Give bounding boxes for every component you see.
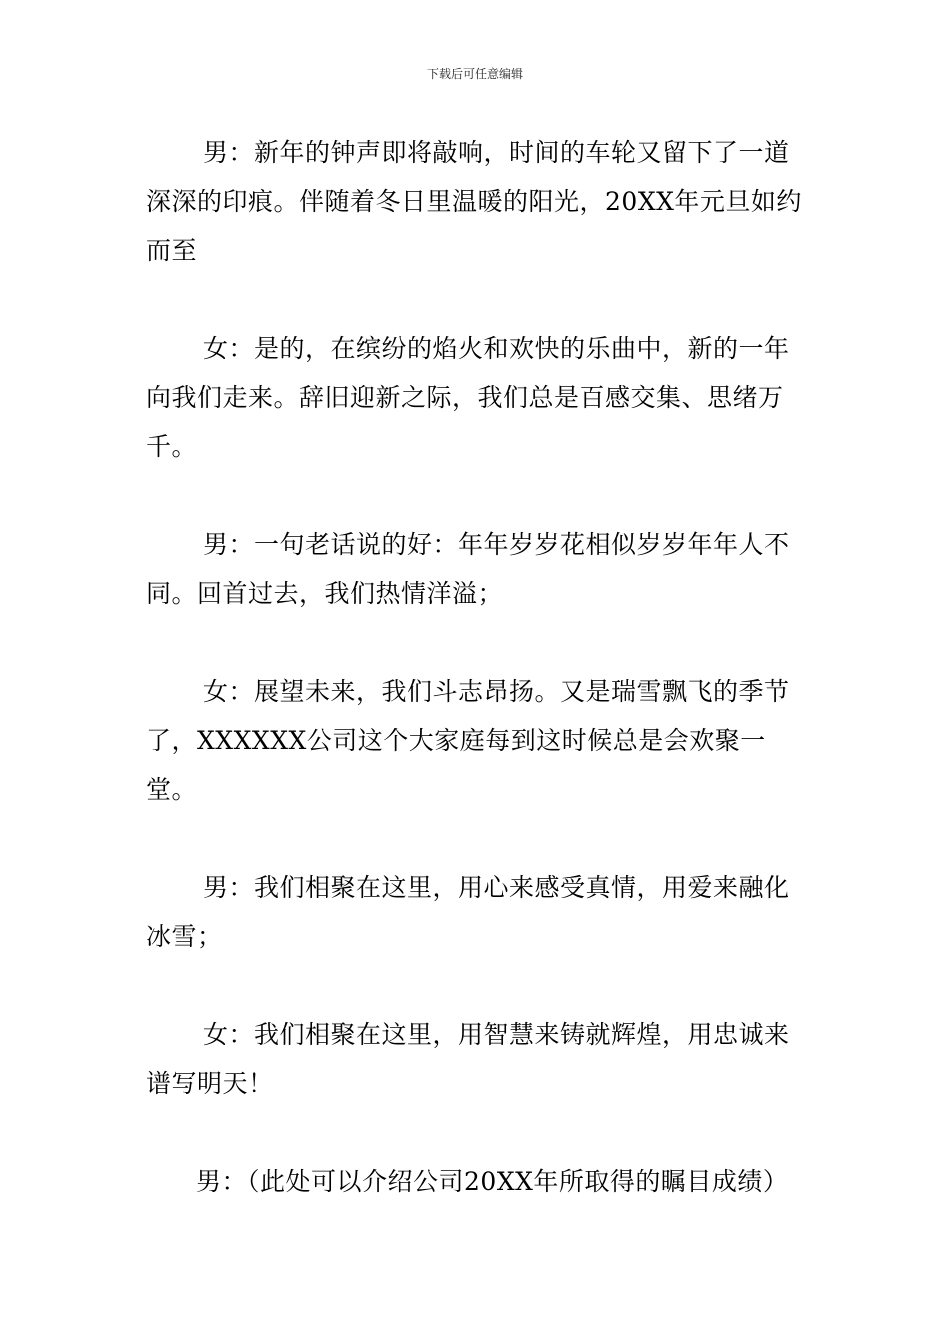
paragraph-female-3: 女：我们相聚在这里，用智慧来铸就辉煌，用忠诚来谱写明天！ (146, 1020, 790, 1098)
document-body (146, 128, 808, 1206)
paragraph-male-1: 男：新年的钟声即将敲响，时间的车轮又留下了一道深深的印痕。伴随着冬日里温暖的阳光，20XX年元旦如约而至 (146, 138, 802, 265)
paragraph-female-2: 女：展望未来，我们斗志昂扬。又是瑞雪飘飞的季节了，XXXXXX公司这个大家庭每到这时候总是会欢聚一堂。 (146, 677, 790, 804)
paragraph-male-4: 男：（此处可以介绍公司20XX年所取得的瞩目成绩） (196, 1167, 789, 1196)
paragraph-male-2: 男：一句老话说的好：年年岁岁花相似岁岁年年人不同。回首过去，我们热情洋溢； (146, 530, 790, 608)
page-header-note: 下载后可任意编辑 (426, 67, 523, 81)
paragraph-male-3: 男：我们相聚在这里，用心来感受真情，用爱来融化冰雪； (146, 873, 790, 951)
paragraph-female-1: 女：是的，在缤纷的焰火和欢快的乐曲中，新的一年向我们走来。辞旧迎新之际，我们总是百感交集、思绪万千。 (146, 334, 790, 461)
